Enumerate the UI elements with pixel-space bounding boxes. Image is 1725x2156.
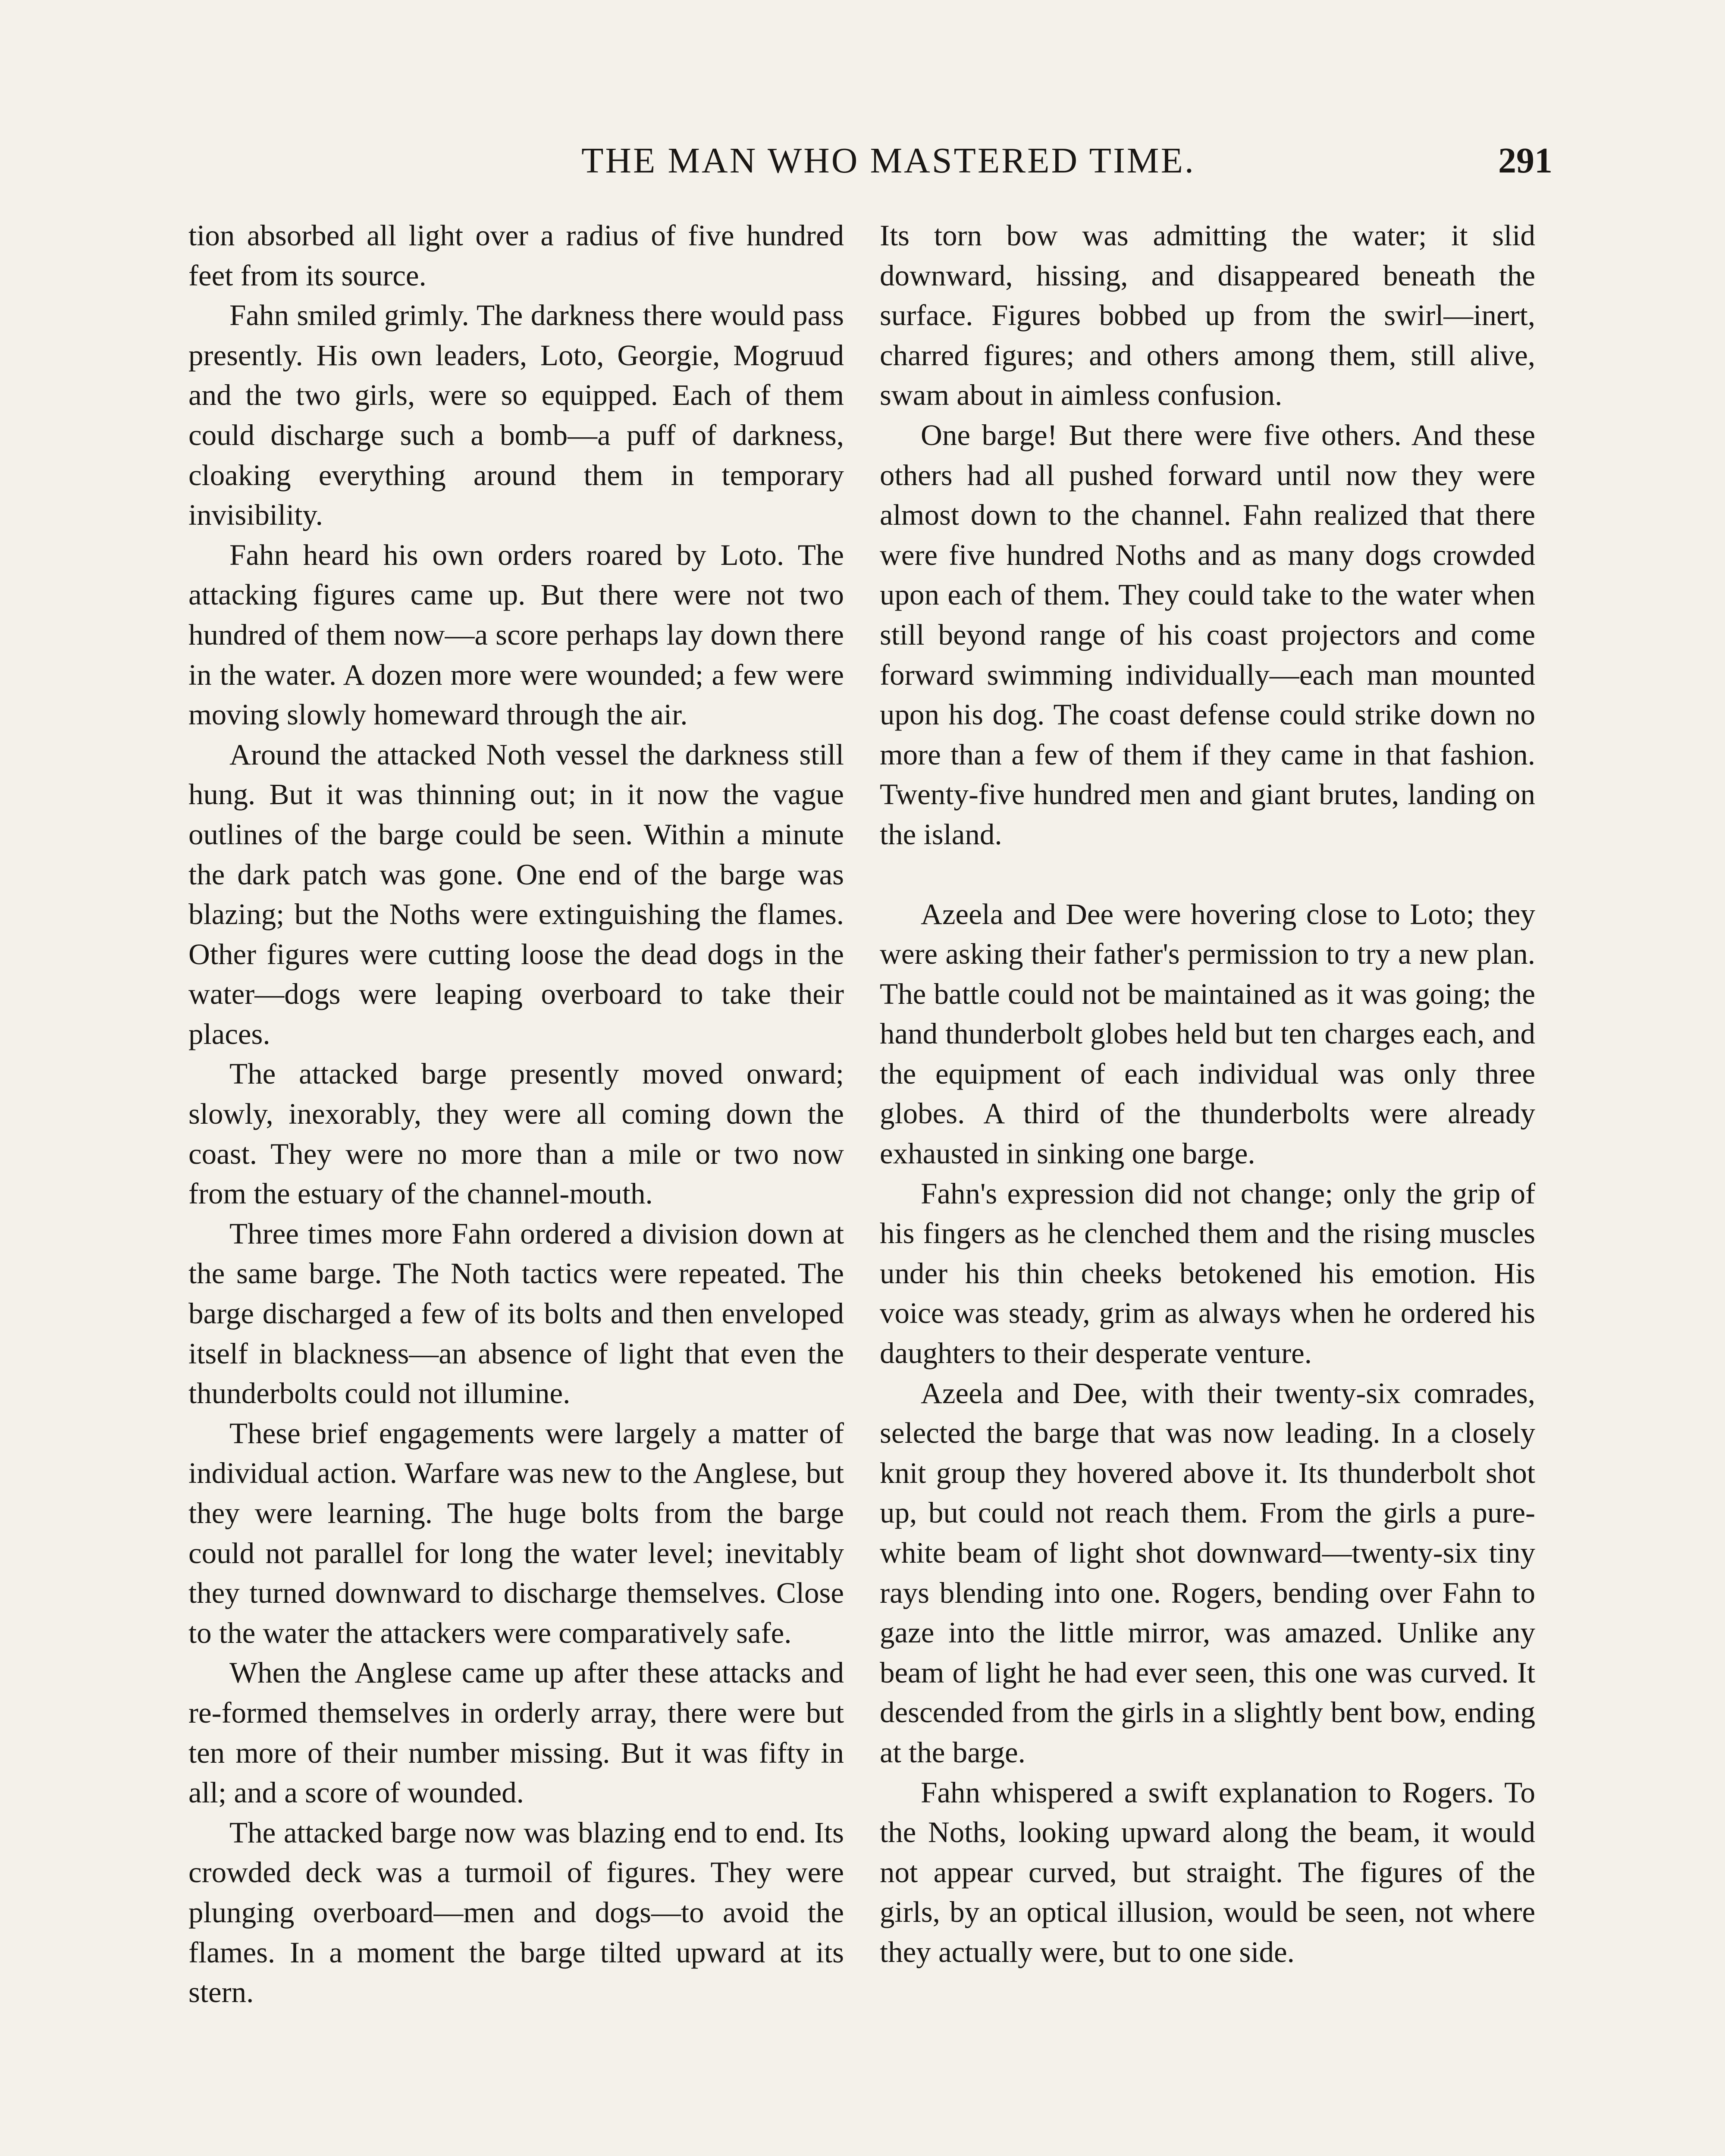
paragraph: Three times more Fahn ordered a division down at the same barge. The Noth tactics were repeated. The barge discharged a few of its bolts and then enveloped itself in blackness—an absence of light that even the thunderbolts could not illumine. xyxy=(188,1217,844,1410)
right-column xyxy=(880,216,1535,2156)
paragraph: One barge! But there were five others. And these others had all pushed forward until now they were almost down to the channel. Fahn realized that there were five hundred Noths and as many dogs crowded upon each of them. They could take to the water when still beyond range of his coast projectors and come forward swimming individually—each man mounted upon his dog. The coast defense could strike down no more than a few of them if they came in that fashion. Twenty-five hundred men and giant brutes, landing on the island. xyxy=(880,418,1535,851)
paragraph: Fahn whispered a swift explanation to Rogers. To the Noths, looking upward along the beam, it would not appear curved, but straight. The figures of the girls, by an optical illusion, would be seen, not where they actually were, but to one side. xyxy=(880,1776,1535,1968)
paragraph: Fahn smiled grimly. The darkness there would pass presently. His own leaders, Loto, Georgie, Mogruud and the two girls, were so equipped. Each of them could discharge such a bomb—a puff of darkness, cloaking everything around them in temporary invisibility. xyxy=(188,299,844,532)
paragraph: When the Anglese came up after these attacks and re-formed themselves in orderly array, there were but ten more of their number missing. But it was fifty in all; and a score of wounded. xyxy=(188,1656,844,1809)
paragraph: These brief engagements were largely a matter of individual action. Warfare was new to the Anglese, but they were learning. The huge bolts from the barge could not parallel for long the water level; inevitably they turned downward to discharge themselves. Close to the water the attackers were comparatively safe. xyxy=(188,1416,844,1649)
running-title: THE MAN WHO MASTERED TIME. xyxy=(581,141,1195,181)
paragraph: Azeela and Dee were hovering close to Loto; they were asking their father's permission to try a new plan. The battle could not be maintained as it was going; the hand thunderbolt globes held but ten charges each, and the equipment of each individual was only three globes. A third of the thunderbolts were already exhausted in sinking one barge. xyxy=(880,897,1535,1170)
page-number: 291 xyxy=(1498,141,1552,181)
paragraph: The attacked barge presently moved onward; slowly, inexorably, they were all coming down the coast. They were no more than a mile or two now from the estuary of the channel-mouth. xyxy=(188,1057,844,1210)
paragraph: Fahn heard his own orders roared by Loto. The attacking figures came up. But there were not two hundred of them now—a score perhaps lay down there in the water. A dozen more were wounded; a few were moving slowly homeward through the air. xyxy=(188,538,844,731)
paragraph: Azeela and Dee, with their twenty-six comrades, selected the barge that was now leading. In a closely knit group they hovered above it. Its thunderbolt shot up, but could not reach them. From the girls a pure-white beam of light shot downward—twenty-six tiny rays blending into one. Rogers, bending over Fahn to gaze into the little mirror, was amazed. Unlike any beam of light he had ever seen, this one was curved. It descended from the girls in a slightly bent bow, ending at the barge. xyxy=(880,1376,1535,1769)
paragraph: tion absorbed all light over a radius of five hundred feet from its source. xyxy=(188,219,844,292)
left-column xyxy=(188,216,844,2156)
page-header xyxy=(0,137,1725,185)
section-break xyxy=(880,855,1535,894)
paragraph: Fahn's expression did not change; only the grip of his fingers as he clenched them and the rising muscles under his thin cheeks betokened his emotion. His voice was steady, grim as always when he ordered his daughters to their desperate venture. xyxy=(880,1177,1535,1370)
paragraph: Around the attacked Noth vessel the darkness still hung. But it was thinning out; in it now the vague outlines of the barge could be seen. Within a minute the dark patch was gone. One end of the barge was blazing; but the Noths were extinguishing the flames. Other figures were cutting loose the dead dogs in the water—dogs were leaping overboard to take their places. xyxy=(188,738,844,1050)
paragraph: Its torn bow was admitting the water; it slid downward, hissing, and disappeared beneath the surface. Figures bobbed up from the swirl—inert, charred figures; and others among them, still alive, swam about in aimless confusion. xyxy=(880,219,1535,412)
paragraph: The attacked barge now was blazing end to end. Its crowded deck was a turmoil of figures. They were plunging overboard—men and dogs—to avoid the flames. In a moment the barge tilted upward at its stern. xyxy=(188,1816,844,2009)
